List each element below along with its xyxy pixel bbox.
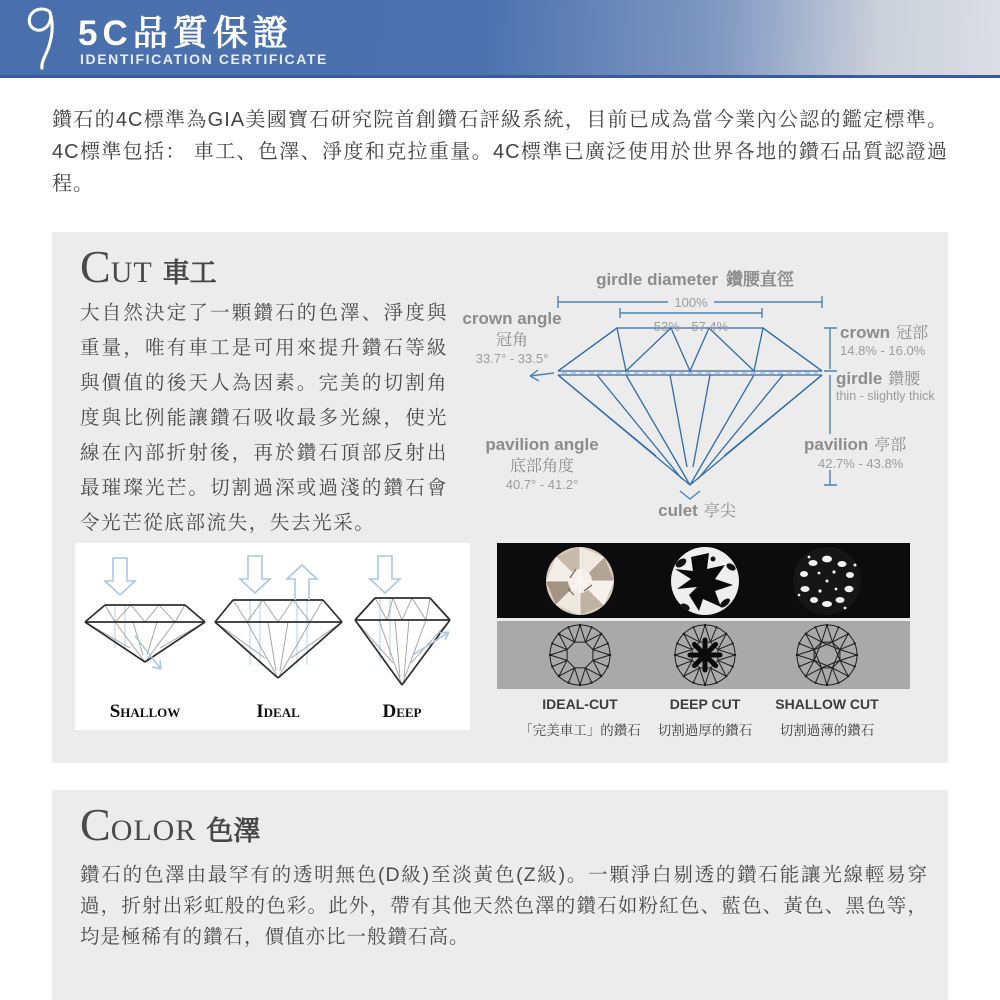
shallow-cut-wireframe <box>796 624 858 686</box>
deep-cut-photo <box>671 547 739 615</box>
color-heading-cjk: 色澤 <box>206 816 261 846</box>
pavilion-angle-cjk: 底部角度 <box>509 458 575 475</box>
intro-paragraph: 鑽石的4C標準為GIA美國寶石研究院首創鑽石評級系統，目前已成為當今業內公認的鑑定標準。4C標準包括： 車工、色澤、淨度和克拉重量。4C標準已廣泛使用於世界各地的鑽石品質認證過程。 <box>52 109 948 195</box>
ideal-label: Ideal <box>256 701 300 722</box>
shallow-label: Shallow <box>109 701 181 722</box>
diamond-anatomy-diagram <box>430 260 950 535</box>
diamond-photos-strip <box>497 543 910 618</box>
girdle-value: thin - slightly thick <box>836 389 935 403</box>
ideal-cut-caption: 「完美車工」的鑽石 <box>519 723 641 738</box>
deep-profile-diagram <box>355 556 450 685</box>
shallow-cut-caption: 切割過薄的鑽石 <box>779 723 875 738</box>
cut-section-card <box>52 232 948 763</box>
brand-logo-icon <box>16 4 66 70</box>
girdle-diameter-label: girdle diameter 鑽腰直徑 <box>596 270 794 289</box>
header-banner <box>0 0 1000 78</box>
diamond-wireframe <box>558 328 822 485</box>
crown-angle-value: 33.7° - 33.5° <box>475 351 549 366</box>
cut-body-text: 大自然決定了一顆鑽石的色澤、淨度與重量，唯有車工是可用來提升鑽石等級與價值的後天人為因素。完美的切割角度與比例能讓鑽石吸收最多光線，使光線在內部折射後，再於鑽石頂部反射出最璀璨光芒。切割過深或過淺的鑽石會令光芒從底部流失，失去光采。 <box>80 302 448 534</box>
pavilion-value: 42.7% - 43.8% <box>818 456 904 471</box>
cut-heading-initial: C <box>80 241 111 292</box>
color-body-text: 鑽石的色澤由最罕有的透明無色(D級)至淡黃色(Z級)。一顆淨白剔透的鑽石能讓光線輕易穿過，折射出彩虹般的色彩。此外，帶有其他天然色澤的鑽石如粉紅色、藍色、黃色、黑色等，均是極稀有的鑽石，價值亦比一般鑽石高。 <box>80 864 928 948</box>
cut-heading-rest: UT <box>110 256 153 289</box>
light-entry-arrow <box>370 556 400 593</box>
deep-cut-wireframe <box>674 624 736 686</box>
table-percent-label: 53% - 57.4% <box>653 319 729 334</box>
pavilion-label: pavilion 亭部 <box>804 435 907 454</box>
light-entry-arrow <box>240 556 270 593</box>
culet-label: culet 亭尖 <box>658 501 736 520</box>
shallow-profile-diagram <box>85 558 205 669</box>
cut-heading <box>80 241 217 292</box>
color-heading <box>80 799 261 850</box>
ideal-cut-label: IDEAL-CUT <box>542 696 618 712</box>
ideal-profile-diagram <box>215 556 342 678</box>
cut-examples-panel <box>497 543 910 743</box>
pavilion-angle-en: pavilion angle <box>485 435 599 454</box>
diamond-wireframes-strip <box>497 621 910 689</box>
cut-heading-cjk: 車工 <box>162 258 217 288</box>
page-subtitle: IDENTIFICATION CERTIFICATE <box>80 51 328 67</box>
crown-angle-en: crown angle <box>462 309 562 328</box>
light-leak-arrow <box>135 636 161 669</box>
ideal-cut-wireframe <box>549 624 611 686</box>
ideal-cut-photo <box>546 547 614 615</box>
crown-value: 14.8% - 16.0% <box>840 343 926 358</box>
color-heading-initial: C <box>80 799 111 850</box>
deep-cut-caption: 切割過厚的鑽石 <box>657 723 753 738</box>
page-title: 5C品質保證 <box>78 14 293 53</box>
total-percent-label: 100% <box>674 295 708 310</box>
light-return-arrow <box>287 565 317 600</box>
color-section-card <box>52 790 948 1000</box>
color-heading-rest: OLOR <box>110 814 197 847</box>
shallow-cut-label: SHALLOW CUT <box>775 696 879 712</box>
cut-profiles-panel <box>75 543 470 730</box>
pavilion-angle-value: 40.7° - 41.2° <box>505 477 579 492</box>
deep-cut-label: DEEP CUT <box>669 696 741 712</box>
light-leak-arrow <box>413 632 449 655</box>
crown-angle-cjk: 冠角 <box>495 332 529 349</box>
crown-label: crown 冠部 <box>840 323 929 342</box>
shallow-cut-photo <box>793 547 861 615</box>
light-entry-arrow <box>105 558 135 595</box>
girdle-label: girdle 鑽腰 <box>836 369 921 388</box>
deep-label: Deep <box>382 701 422 722</box>
